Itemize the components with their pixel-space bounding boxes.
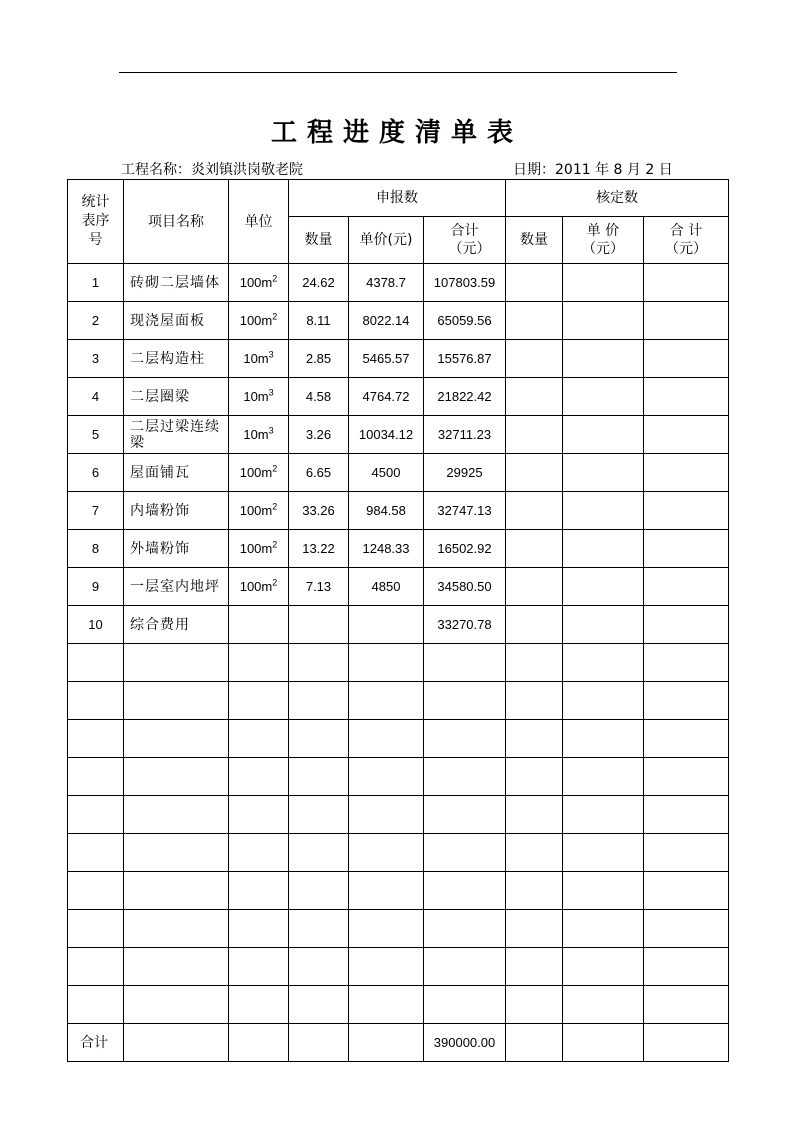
- empty-cell: [229, 948, 289, 986]
- unit-exponent: 2: [272, 463, 278, 474]
- empty-cell: [289, 948, 349, 986]
- approved-unit-price: [563, 568, 644, 606]
- reported-qty: 33.26: [289, 492, 349, 530]
- empty-cell: [124, 834, 229, 872]
- empty-cell: [124, 720, 229, 758]
- empty-cell: [506, 834, 563, 872]
- empty-cell: [68, 644, 124, 682]
- empty-cell: [289, 796, 349, 834]
- header-unit: 单位: [229, 180, 289, 264]
- empty-cell: [349, 986, 424, 1024]
- header-approved-total: 合 计（元）: [644, 217, 729, 264]
- item-unit: [229, 340, 289, 378]
- approved-total: [644, 302, 729, 340]
- row-number: 8: [68, 530, 124, 568]
- empty-cell: [644, 948, 729, 986]
- empty-row: [68, 872, 729, 910]
- empty-cell: [289, 644, 349, 682]
- project-name: 工程名称：炎刘镇洪岗敬老院: [121, 162, 303, 178]
- empty-cell: [289, 986, 349, 1024]
- empty-cell: [506, 758, 563, 796]
- item-name: 砖砌二层墙体: [124, 264, 229, 302]
- approved-unit-price: [563, 606, 644, 644]
- empty-row: [68, 644, 729, 682]
- table-row: [68, 340, 729, 378]
- grand-total: 390000.00: [424, 1024, 506, 1062]
- item-name: 屋面铺瓦: [124, 454, 229, 492]
- approved-total: [644, 530, 729, 568]
- empty-cell: [424, 910, 506, 948]
- empty-cell: [68, 834, 124, 872]
- approved-total: [644, 568, 729, 606]
- empty-cell: [289, 720, 349, 758]
- empty-row: [68, 986, 729, 1024]
- empty-cell: [349, 758, 424, 796]
- unit-base: 100m: [239, 274, 273, 290]
- empty-cell: [229, 644, 289, 682]
- item-unit: [229, 264, 289, 302]
- empty-cell: [424, 834, 506, 872]
- table-row: [68, 568, 729, 606]
- approved-qty: [506, 264, 563, 302]
- empty-cell: [124, 796, 229, 834]
- empty-cell: [229, 720, 289, 758]
- empty-row: [68, 682, 729, 720]
- empty-cell: [644, 720, 729, 758]
- empty-cell: [229, 872, 289, 910]
- empty-cell: [563, 834, 644, 872]
- reported-total: 34580.50: [424, 568, 506, 606]
- table-row: [68, 302, 729, 340]
- reported-qty: 6.65: [289, 454, 349, 492]
- reported-total: 32711.23: [424, 416, 506, 454]
- unit-base: 10m: [243, 350, 269, 366]
- empty-cell: [229, 834, 289, 872]
- approved-total: [644, 492, 729, 530]
- reported-qty: [289, 606, 349, 644]
- approved-total: [644, 264, 729, 302]
- item-unit: [229, 416, 289, 454]
- approved-total: [644, 416, 729, 454]
- approved-unit-price: [563, 416, 644, 454]
- reported-total: 15576.87: [424, 340, 506, 378]
- empty-cell: [68, 948, 124, 986]
- empty-cell: [124, 758, 229, 796]
- approved-unit-price: [563, 340, 644, 378]
- approved-unit-price: [563, 530, 644, 568]
- empty-cell: [124, 948, 229, 986]
- item-name: 外墙粉饰: [124, 530, 229, 568]
- document-date: 日期：2011 年 8 月 2 日: [513, 162, 673, 178]
- empty-cell: [506, 682, 563, 720]
- row-number: 10: [68, 606, 124, 644]
- approved-qty: [506, 568, 563, 606]
- empty-cell: [68, 758, 124, 796]
- empty-cell: [424, 682, 506, 720]
- empty-cell: [506, 644, 563, 682]
- empty-row: [68, 720, 729, 758]
- empty-cell: [563, 872, 644, 910]
- empty-cell: [644, 1024, 729, 1062]
- empty-cell: [68, 986, 124, 1024]
- table-row: [68, 454, 729, 492]
- header-qty: 数量: [289, 217, 349, 264]
- table-row: [68, 416, 729, 454]
- header-rule: [119, 72, 677, 73]
- approved-total: [644, 606, 729, 644]
- item-unit: [229, 530, 289, 568]
- empty-cell: [424, 796, 506, 834]
- reported-unit-price: 4378.7: [349, 264, 424, 302]
- empty-cell: [124, 910, 229, 948]
- reported-qty: 3.26: [289, 416, 349, 454]
- header-approved-price: 单 价（元）: [563, 217, 644, 264]
- table-row: [68, 530, 729, 568]
- empty-cell: [349, 948, 424, 986]
- row-number: 2: [68, 302, 124, 340]
- empty-cell: [644, 834, 729, 872]
- empty-cell: [424, 986, 506, 1024]
- empty-cell: [506, 872, 563, 910]
- empty-cell: [289, 1024, 349, 1062]
- document-title: 工程进度清单表: [270, 118, 523, 148]
- empty-cell: [349, 682, 424, 720]
- reported-total: 107803.59: [424, 264, 506, 302]
- approved-total: [644, 378, 729, 416]
- empty-cell: [289, 872, 349, 910]
- reported-qty: 24.62: [289, 264, 349, 302]
- approved-qty: [506, 416, 563, 454]
- empty-cell: [563, 796, 644, 834]
- row-number: 9: [68, 568, 124, 606]
- unit-base: 100m: [239, 540, 273, 556]
- reported-unit-price: [349, 606, 424, 644]
- empty-cell: [424, 948, 506, 986]
- empty-cell: [563, 758, 644, 796]
- unit-exponent: 2: [272, 577, 278, 588]
- empty-cell: [563, 682, 644, 720]
- approved-qty: [506, 530, 563, 568]
- reported-qty: 13.22: [289, 530, 349, 568]
- reported-total: 33270.78: [424, 606, 506, 644]
- empty-cell: [349, 796, 424, 834]
- approved-unit-price: [563, 378, 644, 416]
- empty-cell: [289, 758, 349, 796]
- item-unit: [229, 454, 289, 492]
- item-name: 综合费用: [124, 606, 229, 644]
- empty-cell: [124, 872, 229, 910]
- empty-cell: [289, 910, 349, 948]
- empty-cell: [349, 1024, 424, 1062]
- reported-total: 32747.13: [424, 492, 506, 530]
- approved-qty: [506, 606, 563, 644]
- approved-total: [644, 454, 729, 492]
- empty-cell: [349, 910, 424, 948]
- empty-cell: [644, 986, 729, 1024]
- unit-base: 100m: [239, 578, 273, 594]
- empty-cell: [289, 682, 349, 720]
- unit-exponent: 3: [268, 425, 274, 436]
- empty-cell: [229, 758, 289, 796]
- approved-unit-price: [563, 454, 644, 492]
- header-approved-qty: 数量: [506, 217, 563, 264]
- empty-cell: [349, 872, 424, 910]
- empty-cell: [68, 796, 124, 834]
- empty-cell: [289, 834, 349, 872]
- reported-total: 16502.92: [424, 530, 506, 568]
- empty-cell: [68, 720, 124, 758]
- empty-cell: [644, 644, 729, 682]
- total-row: [68, 1024, 729, 1062]
- reported-unit-price: 984.58: [349, 492, 424, 530]
- approved-total: [644, 340, 729, 378]
- empty-cell: [644, 682, 729, 720]
- progress-table: [67, 179, 729, 1062]
- empty-cell: [229, 796, 289, 834]
- empty-cell: [424, 644, 506, 682]
- item-name: 二层构造柱: [124, 340, 229, 378]
- empty-cell: [506, 910, 563, 948]
- header-unit-price: 单价(元): [349, 217, 424, 264]
- empty-cell: [644, 872, 729, 910]
- empty-cell: [644, 758, 729, 796]
- approved-unit-price: [563, 264, 644, 302]
- reported-unit-price: 8022.14: [349, 302, 424, 340]
- header-item-name: 项目名称: [124, 180, 229, 264]
- empty-row: [68, 796, 729, 834]
- header-approved: 核定数: [506, 180, 729, 217]
- approved-unit-price: [563, 492, 644, 530]
- empty-cell: [229, 682, 289, 720]
- unit-base: 10m: [243, 426, 269, 442]
- approved-unit-price: [563, 302, 644, 340]
- item-unit: [229, 492, 289, 530]
- empty-cell: [68, 910, 124, 948]
- table-row: [68, 606, 729, 644]
- empty-row: [68, 910, 729, 948]
- table-row: [68, 492, 729, 530]
- reported-qty: 7.13: [289, 568, 349, 606]
- total-label: 合计: [68, 1024, 124, 1062]
- unit-base: 100m: [239, 312, 273, 328]
- row-number: 4: [68, 378, 124, 416]
- empty-cell: [229, 986, 289, 1024]
- empty-cell: [424, 872, 506, 910]
- reported-total: 21822.42: [424, 378, 506, 416]
- reported-unit-price: 5465.57: [349, 340, 424, 378]
- header-total: 合计（元）: [424, 217, 506, 264]
- empty-cell: [349, 834, 424, 872]
- unit-exponent: 2: [272, 273, 278, 284]
- empty-cell: [563, 910, 644, 948]
- empty-cell: [644, 796, 729, 834]
- unit-base: 10m: [243, 388, 269, 404]
- row-number: 6: [68, 454, 124, 492]
- approved-qty: [506, 454, 563, 492]
- table-row: [68, 264, 729, 302]
- empty-row: [68, 948, 729, 986]
- reported-qty: 8.11: [289, 302, 349, 340]
- empty-row: [68, 834, 729, 872]
- reported-unit-price: 4850: [349, 568, 424, 606]
- empty-cell: [506, 796, 563, 834]
- reported-qty: 4.58: [289, 378, 349, 416]
- empty-cell: [506, 720, 563, 758]
- empty-cell: [506, 948, 563, 986]
- item-name: 现浇屋面板: [124, 302, 229, 340]
- unit-exponent: 3: [268, 387, 274, 398]
- empty-cell: [349, 720, 424, 758]
- unit-exponent: 2: [272, 311, 278, 322]
- header-seq: 统计表序号: [68, 180, 124, 264]
- empty-cell: [124, 986, 229, 1024]
- reported-unit-price: 1248.33: [349, 530, 424, 568]
- reported-unit-price: 4764.72: [349, 378, 424, 416]
- item-unit: [229, 568, 289, 606]
- empty-cell: [68, 872, 124, 910]
- empty-cell: [424, 758, 506, 796]
- reported-total: 29925: [424, 454, 506, 492]
- empty-cell: [124, 1024, 229, 1062]
- empty-cell: [563, 720, 644, 758]
- empty-cell: [229, 910, 289, 948]
- reported-total: 65059.56: [424, 302, 506, 340]
- approved-qty: [506, 378, 563, 416]
- header-reported: 申报数: [289, 180, 506, 217]
- reported-unit-price: 4500: [349, 454, 424, 492]
- row-number: 5: [68, 416, 124, 454]
- reported-unit-price: 10034.12: [349, 416, 424, 454]
- item-name: 二层圈梁: [124, 378, 229, 416]
- empty-cell: [563, 948, 644, 986]
- unit-exponent: 3: [268, 349, 274, 360]
- empty-cell: [68, 682, 124, 720]
- item-name: 二层过梁连续梁: [124, 416, 229, 454]
- empty-cell: [644, 910, 729, 948]
- unit-base: 100m: [239, 464, 273, 480]
- reported-qty: 2.85: [289, 340, 349, 378]
- unit-exponent: 2: [272, 539, 278, 550]
- empty-cell: [124, 682, 229, 720]
- empty-cell: [563, 1024, 644, 1062]
- item-unit: [229, 606, 289, 644]
- empty-cell: [563, 986, 644, 1024]
- item-name: 内墙粉饰: [124, 492, 229, 530]
- unit-exponent: 2: [272, 501, 278, 512]
- item-unit: [229, 378, 289, 416]
- empty-cell: [424, 720, 506, 758]
- empty-cell: [506, 986, 563, 1024]
- empty-cell: [124, 644, 229, 682]
- unit-base: 100m: [239, 502, 273, 518]
- item-unit: [229, 302, 289, 340]
- approved-qty: [506, 340, 563, 378]
- row-number: 3: [68, 340, 124, 378]
- row-number: 7: [68, 492, 124, 530]
- empty-cell: [349, 644, 424, 682]
- empty-cell: [229, 1024, 289, 1062]
- table-row: [68, 378, 729, 416]
- empty-cell: [563, 644, 644, 682]
- empty-cell: [506, 1024, 563, 1062]
- empty-row: [68, 758, 729, 796]
- row-number: 1: [68, 264, 124, 302]
- approved-qty: [506, 302, 563, 340]
- item-name: 一层室内地坪: [124, 568, 229, 606]
- approved-qty: [506, 492, 563, 530]
